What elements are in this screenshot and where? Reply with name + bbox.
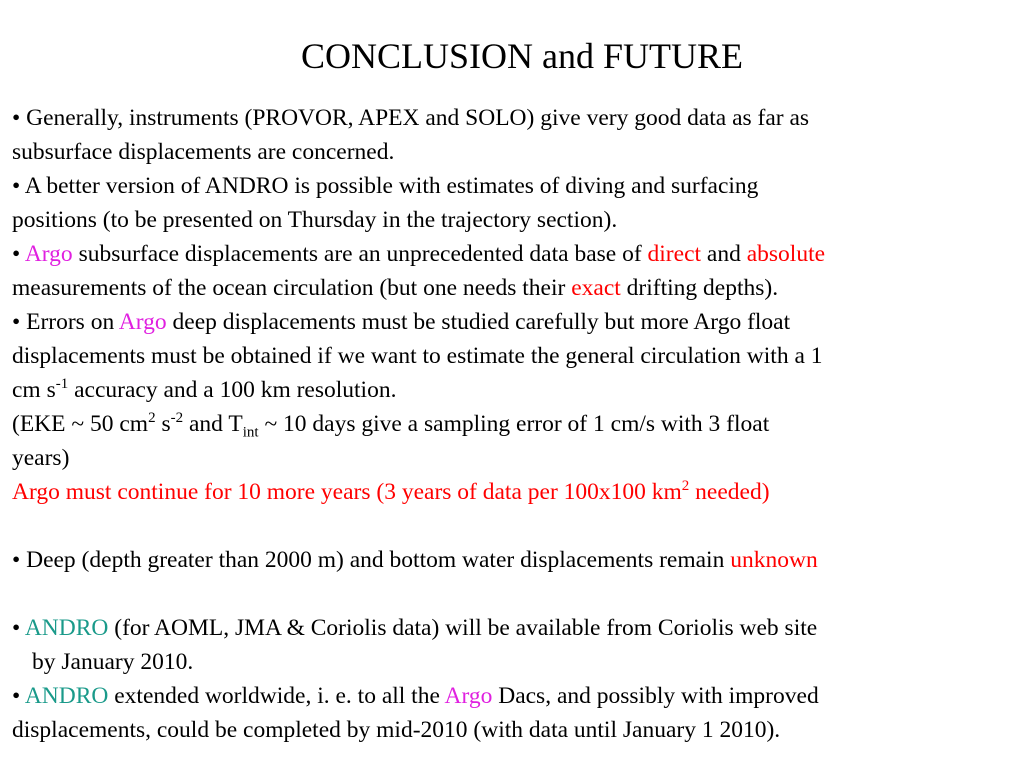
text-segment: s bbox=[155, 411, 171, 437]
bullet-deep-water bbox=[12, 543, 1012, 577]
subscript: int bbox=[242, 424, 259, 441]
text-segment: measurements of the ocean circulation (but one needs their bbox=[12, 275, 572, 301]
text-segment: (EKE ~ 50 cm bbox=[12, 411, 149, 437]
bullet-instruments-line-2: subsurface displacements are concerned. bbox=[12, 139, 395, 165]
direct-highlight: direct bbox=[647, 241, 702, 267]
bullet-argo-database-line-1 bbox=[12, 237, 1012, 271]
unknown-highlight: unknown bbox=[730, 547, 818, 573]
absolute-highlight: absolute bbox=[746, 241, 826, 267]
argo-highlight: Argo bbox=[118, 309, 167, 335]
text-segment: Argo must continue for 10 more years (3 years of data per 100x100 km bbox=[12, 479, 682, 505]
text-segment: drifting depths). bbox=[620, 275, 779, 301]
text-segment: subsurface displacements are an unprecedented data base of bbox=[72, 241, 648, 267]
argo-highlight: Argo bbox=[24, 241, 73, 267]
text-segment: ~ 10 days give a sampling error of 1 cm/s with 3 float bbox=[258, 411, 770, 437]
text-segment: and T bbox=[183, 411, 243, 437]
bullet-andro-worldwide-line-1 bbox=[12, 679, 1012, 713]
bullet-andro-availability-line-1 bbox=[12, 611, 1012, 645]
spacer bbox=[12, 577, 1012, 611]
bullet-errors-line-3 bbox=[12, 373, 1012, 407]
bullet-argo-database-line-2 bbox=[12, 271, 1012, 305]
superscript: -2 bbox=[170, 410, 184, 427]
argo-highlight: Argo bbox=[444, 683, 493, 709]
bullet-andro-availability-line-2: by January 2010. bbox=[32, 649, 194, 675]
andro-highlight: ANDRO bbox=[24, 683, 109, 709]
bullet-marker: • bbox=[12, 683, 25, 709]
argo-continue-statement bbox=[12, 475, 1012, 509]
bullet-andro-worldwide-line-2: displacements, could be completed by mid-2010 (with data until January 1 2010). bbox=[12, 717, 781, 743]
superscript: -1 bbox=[55, 376, 69, 393]
text-segment: and bbox=[701, 241, 747, 267]
bullet-marker: • bbox=[12, 241, 25, 267]
bullet-andro-version-line-2: positions (to be presented on Thursday in the trajectory section). bbox=[12, 207, 618, 233]
bullet-errors-line-1 bbox=[12, 305, 1012, 339]
text-segment: extended worldwide, i. e. to all the bbox=[108, 683, 445, 709]
slide-body bbox=[12, 101, 1012, 747]
text-segment: (for AOML, JMA & Coriolis data) will be available from Coriolis web site bbox=[108, 615, 818, 641]
andro-highlight: ANDRO bbox=[24, 615, 109, 641]
text-segment: • Errors on bbox=[12, 309, 119, 335]
text-segment: accuracy and a 100 km resolution. bbox=[68, 377, 397, 403]
superscript: 2 bbox=[148, 410, 156, 427]
eke-note-line-1 bbox=[12, 407, 1012, 441]
bullet-errors-line-2: displacements must be obtained if we want to estimate the general circulation with a 1 bbox=[12, 343, 823, 369]
slide-title: CONCLUSION and FUTURE bbox=[300, 36, 743, 76]
eke-note-line-2: years) bbox=[12, 445, 70, 471]
text-segment: • Deep (depth greater than 2000 m) and bottom water displacements remain bbox=[12, 547, 731, 573]
text-segment: Dacs, and possibly with improved bbox=[492, 683, 819, 709]
text-segment: cm s bbox=[12, 377, 56, 403]
text-segment: needed) bbox=[689, 479, 770, 505]
spacer bbox=[12, 509, 1012, 543]
exact-highlight: exact bbox=[571, 275, 621, 301]
text-segment: deep displacements must be studied carefully but more Argo float bbox=[166, 309, 791, 335]
bullet-andro-version-line-1: • A better version of ANDRO is possible with estimates of diving and surfacing bbox=[12, 173, 759, 199]
bullet-marker: • bbox=[12, 615, 25, 641]
bullet-instruments-line-1: • Generally, instruments (PROVOR, APEX and SOLO) give very good data as far as bbox=[12, 105, 810, 131]
superscript: 2 bbox=[681, 478, 690, 495]
